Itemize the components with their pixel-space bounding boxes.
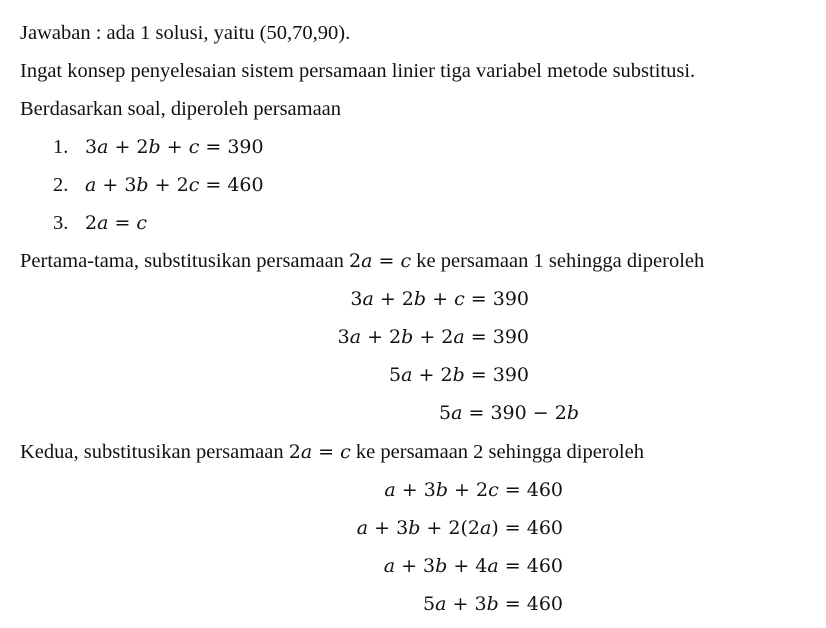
step2-line-1: a + 3b + 2c = 460 — [384, 479, 563, 501]
equation-expression: 2a = c — [85, 212, 148, 234]
concept-line: Ingat konsep penyelesaian sistem persamaan linier tiga variabel metode substitusi. — [20, 60, 696, 82]
equation-expression: a + 3b + 2c = 460 — [85, 174, 264, 196]
step1-line-3: 5a + 2b = 390 — [389, 364, 529, 386]
equation-number: 3. — [53, 212, 69, 234]
step1-suffix: ke persamaan 1 sehingga diperoleh — [411, 250, 705, 272]
step2-suffix: ke persamaan 2 sehingga diperoleh — [350, 441, 644, 463]
step2-instruction — [20, 439, 644, 465]
step1-line-4: 5a = 390 − 2b — [439, 402, 579, 424]
step2-line-2: a + 3b + 2(2a) = 460 — [356, 517, 563, 539]
intro-line: Berdasarkan soal, diperoleh persamaan — [20, 98, 342, 120]
equation-number: 2. — [53, 174, 69, 196]
step2-line-4: 5a + 3b = 460 — [423, 593, 563, 615]
step2-line-3: a + 3b + 4a = 460 — [383, 555, 563, 577]
step2-inline-equation: 2a = c — [288, 441, 351, 463]
equation-expression: 3a + 2b + c = 390 — [85, 136, 264, 158]
step1-line-2: 3a + 2b + 2a = 390 — [337, 326, 529, 348]
step1-instruction — [20, 248, 704, 274]
step1-inline-equation: 2a = c — [349, 250, 412, 272]
step1-line-1: 3a + 2b + c = 390 — [350, 288, 529, 310]
answer-line: Jawaban : ada 1 solusi, yaitu (50,70,90). — [20, 22, 351, 44]
step2-prefix: Kedua, substitusikan persamaan — [20, 441, 289, 463]
equation-number: 1. — [53, 136, 69, 158]
step1-prefix: Pertama-tama, substitusikan persamaan — [20, 250, 350, 272]
